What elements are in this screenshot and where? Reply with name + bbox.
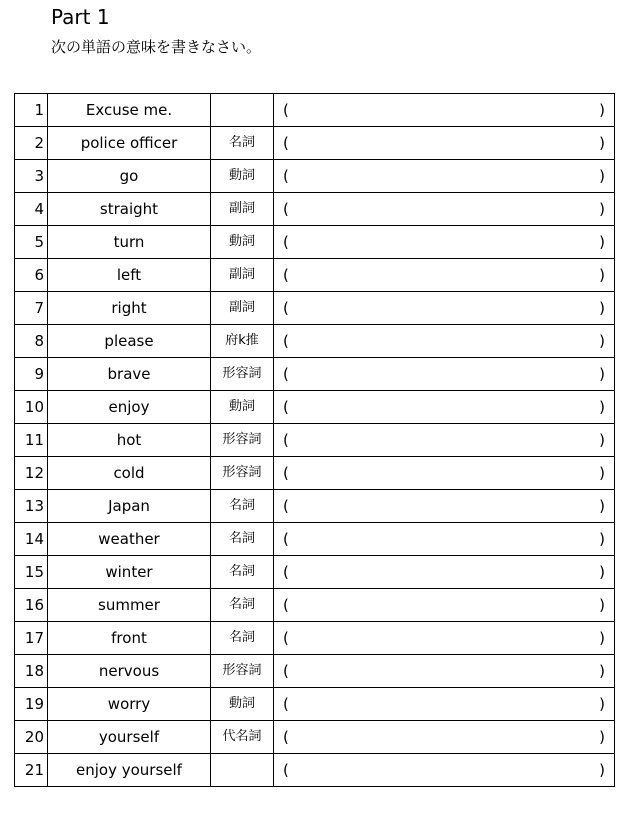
answer-open-paren: ( bbox=[283, 629, 289, 647]
table-row bbox=[15, 688, 615, 721]
table-row bbox=[15, 589, 615, 622]
answer-field[interactable] bbox=[274, 358, 615, 391]
answer-field[interactable] bbox=[274, 688, 615, 721]
answer-field[interactable] bbox=[274, 292, 615, 325]
answer-open-paren: ( bbox=[283, 134, 289, 152]
part-of-speech: 名詞 bbox=[211, 622, 274, 655]
english-word: turn bbox=[48, 226, 211, 259]
answer-close-paren: ) bbox=[599, 662, 605, 680]
answer-open-paren: ( bbox=[283, 233, 289, 251]
part-of-speech: 形容詞 bbox=[211, 358, 274, 391]
answer-field[interactable] bbox=[274, 457, 615, 490]
answer-field[interactable] bbox=[274, 226, 615, 259]
english-word: enjoy bbox=[48, 391, 211, 424]
table-row bbox=[15, 292, 615, 325]
part-of-speech: 形容詞 bbox=[211, 655, 274, 688]
part-of-speech: 動詞 bbox=[211, 160, 274, 193]
row-number: 8 bbox=[15, 325, 48, 358]
answer-field[interactable] bbox=[274, 193, 615, 226]
english-word: summer bbox=[48, 589, 211, 622]
english-word: worry bbox=[48, 688, 211, 721]
answer-field[interactable] bbox=[274, 490, 615, 523]
answer-close-paren: ) bbox=[599, 728, 605, 746]
part-of-speech: 動詞 bbox=[211, 391, 274, 424]
table-row bbox=[15, 721, 615, 754]
english-word: right bbox=[48, 292, 211, 325]
part-of-speech: 名詞 bbox=[211, 490, 274, 523]
row-number: 1 bbox=[15, 94, 48, 127]
english-word: Japan bbox=[48, 490, 211, 523]
answer-close-paren: ) bbox=[599, 332, 605, 350]
answer-close-paren: ) bbox=[599, 200, 605, 218]
part-of-speech: 動詞 bbox=[211, 688, 274, 721]
answer-open-paren: ( bbox=[283, 266, 289, 284]
answer-close-paren: ) bbox=[599, 464, 605, 482]
answer-open-paren: ( bbox=[283, 596, 289, 614]
part-of-speech: 名詞 bbox=[211, 556, 274, 589]
table-row bbox=[15, 94, 615, 127]
english-word: front bbox=[48, 622, 211, 655]
table-row bbox=[15, 490, 615, 523]
answer-close-paren: ) bbox=[599, 167, 605, 185]
answer-open-paren: ( bbox=[283, 332, 289, 350]
answer-close-paren: ) bbox=[599, 530, 605, 548]
answer-open-paren: ( bbox=[283, 761, 289, 779]
english-word: Excuse me. bbox=[48, 94, 211, 127]
answer-field[interactable] bbox=[274, 94, 615, 127]
vocabulary-table bbox=[14, 93, 615, 787]
row-number: 11 bbox=[15, 424, 48, 457]
answer-open-paren: ( bbox=[283, 497, 289, 515]
table-row bbox=[15, 457, 615, 490]
vocabulary-table-body bbox=[15, 94, 615, 787]
row-number: 14 bbox=[15, 523, 48, 556]
row-number: 16 bbox=[15, 589, 48, 622]
row-number: 12 bbox=[15, 457, 48, 490]
answer-field[interactable] bbox=[274, 754, 615, 787]
answer-field[interactable] bbox=[274, 721, 615, 754]
instructions: 次の単語の意味を書きなさい。 bbox=[51, 38, 262, 56]
row-number: 7 bbox=[15, 292, 48, 325]
table-row bbox=[15, 391, 615, 424]
row-number: 19 bbox=[15, 688, 48, 721]
answer-open-paren: ( bbox=[283, 464, 289, 482]
answer-field[interactable] bbox=[274, 556, 615, 589]
answer-close-paren: ) bbox=[599, 398, 605, 416]
answer-close-paren: ) bbox=[599, 596, 605, 614]
row-number: 3 bbox=[15, 160, 48, 193]
answer-open-paren: ( bbox=[283, 398, 289, 416]
answer-open-paren: ( bbox=[283, 299, 289, 317]
table-row bbox=[15, 622, 615, 655]
answer-open-paren: ( bbox=[283, 101, 289, 119]
answer-close-paren: ) bbox=[599, 134, 605, 152]
answer-close-paren: ) bbox=[599, 233, 605, 251]
answer-open-paren: ( bbox=[283, 662, 289, 680]
table-row bbox=[15, 160, 615, 193]
answer-open-paren: ( bbox=[283, 728, 289, 746]
part-of-speech: 形容詞 bbox=[211, 424, 274, 457]
row-number: 5 bbox=[15, 226, 48, 259]
row-number: 6 bbox=[15, 259, 48, 292]
row-number: 21 bbox=[15, 754, 48, 787]
answer-field[interactable] bbox=[274, 391, 615, 424]
part-of-speech: 副詞 bbox=[211, 193, 274, 226]
part-of-speech bbox=[211, 754, 274, 787]
table-row bbox=[15, 754, 615, 787]
answer-close-paren: ) bbox=[599, 563, 605, 581]
answer-open-paren: ( bbox=[283, 431, 289, 449]
answer-open-paren: ( bbox=[283, 200, 289, 218]
row-number: 15 bbox=[15, 556, 48, 589]
table-row bbox=[15, 226, 615, 259]
part-of-speech: 名詞 bbox=[211, 589, 274, 622]
english-word: left bbox=[48, 259, 211, 292]
english-word: straight bbox=[48, 193, 211, 226]
table-row bbox=[15, 127, 615, 160]
row-number: 13 bbox=[15, 490, 48, 523]
answer-close-paren: ) bbox=[599, 431, 605, 449]
part-of-speech: 動詞 bbox=[211, 226, 274, 259]
answer-field[interactable] bbox=[274, 523, 615, 556]
row-number: 18 bbox=[15, 655, 48, 688]
english-word: nervous bbox=[48, 655, 211, 688]
part-of-speech: 名詞 bbox=[211, 523, 274, 556]
answer-field[interactable] bbox=[274, 160, 615, 193]
answer-field[interactable] bbox=[274, 589, 615, 622]
english-word: cold bbox=[48, 457, 211, 490]
english-word: please bbox=[48, 325, 211, 358]
english-word: enjoy yourself bbox=[48, 754, 211, 787]
part-of-speech: 副詞 bbox=[211, 292, 274, 325]
part-of-speech: 形容詞 bbox=[211, 457, 274, 490]
answer-open-paren: ( bbox=[283, 167, 289, 185]
table-row bbox=[15, 193, 615, 226]
row-number: 10 bbox=[15, 391, 48, 424]
answer-open-paren: ( bbox=[283, 365, 289, 383]
english-word: police officer bbox=[48, 127, 211, 160]
table-row bbox=[15, 325, 615, 358]
table-row bbox=[15, 259, 615, 292]
answer-open-paren: ( bbox=[283, 530, 289, 548]
part-of-speech bbox=[211, 94, 274, 127]
english-word: go bbox=[48, 160, 211, 193]
part-of-speech: 府k推 bbox=[211, 325, 274, 358]
table-row bbox=[15, 556, 615, 589]
table-row bbox=[15, 523, 615, 556]
english-word: yourself bbox=[48, 721, 211, 754]
row-number: 2 bbox=[15, 127, 48, 160]
table-row bbox=[15, 655, 615, 688]
english-word: winter bbox=[48, 556, 211, 589]
row-number: 17 bbox=[15, 622, 48, 655]
english-word: brave bbox=[48, 358, 211, 391]
answer-open-paren: ( bbox=[283, 695, 289, 713]
answer-close-paren: ) bbox=[599, 101, 605, 119]
answer-close-paren: ) bbox=[599, 497, 605, 515]
answer-close-paren: ) bbox=[599, 629, 605, 647]
english-word: hot bbox=[48, 424, 211, 457]
part-of-speech: 名詞 bbox=[211, 127, 274, 160]
answer-field[interactable] bbox=[274, 622, 615, 655]
part-of-speech: 副詞 bbox=[211, 259, 274, 292]
answer-close-paren: ) bbox=[599, 299, 605, 317]
answer-close-paren: ) bbox=[599, 695, 605, 713]
page-title: Part 1 bbox=[51, 5, 110, 29]
answer-field[interactable] bbox=[274, 424, 615, 457]
answer-field[interactable] bbox=[274, 325, 615, 358]
table-row bbox=[15, 358, 615, 391]
answer-field[interactable] bbox=[274, 127, 615, 160]
answer-close-paren: ) bbox=[599, 365, 605, 383]
row-number: 20 bbox=[15, 721, 48, 754]
row-number: 9 bbox=[15, 358, 48, 391]
english-word: weather bbox=[48, 523, 211, 556]
answer-open-paren: ( bbox=[283, 563, 289, 581]
answer-close-paren: ) bbox=[599, 761, 605, 779]
answer-field[interactable] bbox=[274, 259, 615, 292]
row-number: 4 bbox=[15, 193, 48, 226]
part-of-speech: 代名詞 bbox=[211, 721, 274, 754]
answer-field[interactable] bbox=[274, 655, 615, 688]
table-row bbox=[15, 424, 615, 457]
answer-close-paren: ) bbox=[599, 266, 605, 284]
